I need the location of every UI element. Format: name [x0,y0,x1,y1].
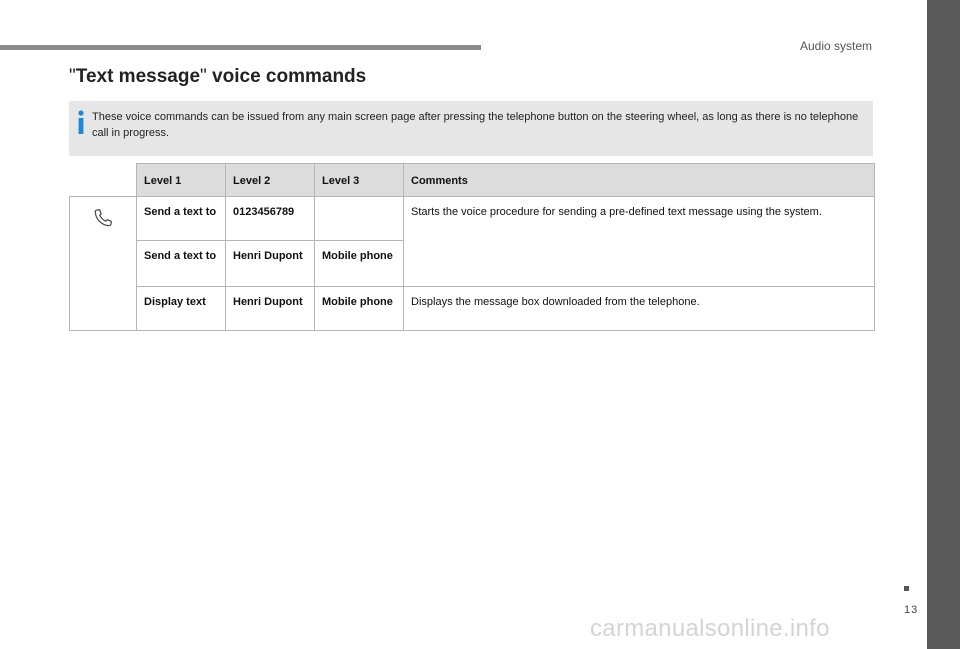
header-level-1: Level 1 [137,164,226,197]
watermark: carmanualsonline.info [590,615,830,642]
header-blank-cell [70,164,137,197]
row3-level1: Display text [137,287,226,331]
header-comments: Comments [404,164,875,197]
voice-commands-table [69,163,875,331]
table-row [70,197,875,241]
phone-icon [92,207,114,229]
table-header-row [70,164,875,197]
row1-comment: Starts the voice procedure for sending a pre-defined text message using the system. [404,197,875,287]
row2-level1: Send a text to [137,241,226,287]
icon-cell [70,197,137,331]
info-box [69,101,873,156]
side-bar [927,0,960,649]
row3-comment: Displays the message box downloaded from the telephone. [404,287,875,331]
info-text: These voice commands can be issued from any main screen page after pressing the telephone button on the steering wheel, as long as there is no telephone call in progress. [92,111,859,139]
top-rule [0,45,481,50]
corner-square [904,586,909,591]
row3-level2: Henri Dupont [226,287,315,331]
section-label: Audio system [799,39,872,53]
row1-level2: 0123456789 [226,197,315,241]
title-close-quote: " [200,66,207,87]
table-row [70,287,875,331]
title-open-quote: " [69,66,76,87]
row1-level1: Send a text to [137,197,226,241]
title-rest: voice commands [206,66,367,87]
page-title [69,66,366,88]
header-level-3: Level 3 [315,164,404,197]
row2-level3: Mobile phone [315,241,404,287]
row2-level2: Henri Dupont [226,241,315,287]
row3-level3: Mobile phone [315,287,404,331]
page-number: 13 [904,604,919,616]
row1-level3 [315,197,404,241]
title-main: Text message [75,66,201,87]
info-icon [76,110,86,134]
header-level-2: Level 2 [226,164,315,197]
